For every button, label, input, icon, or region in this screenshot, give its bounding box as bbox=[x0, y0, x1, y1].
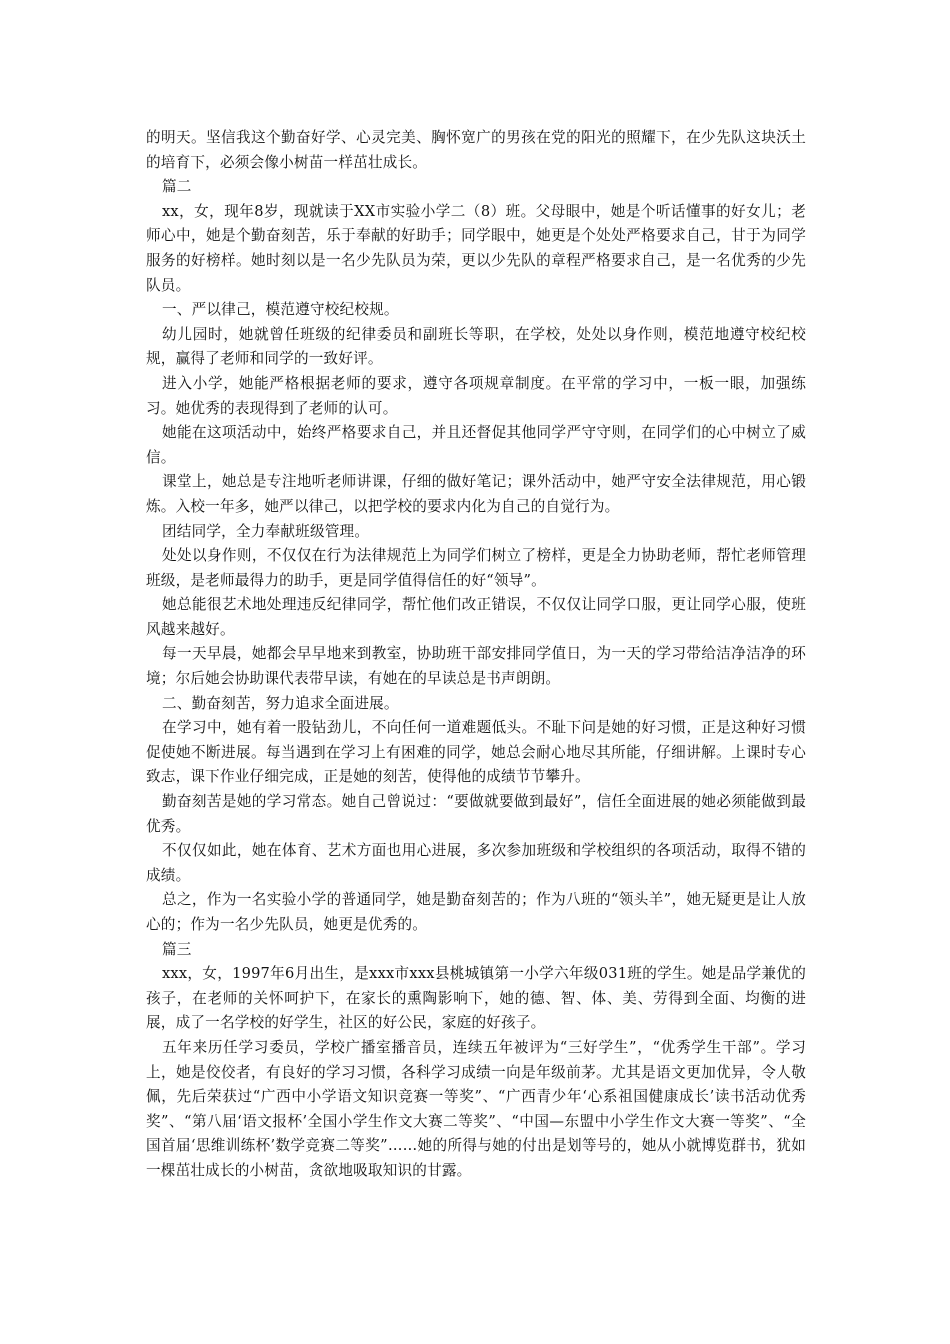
section-subheading: 二、勤奋刻苦，努力追求全面进展。 bbox=[162, 694, 399, 712]
paragraph: 勤奋刻苦是她的学习常态。她自己曾说过：“要做就要做到最好”，信任全面进展的她必须能做到最优秀。 bbox=[146, 793, 806, 835]
paragraph: 的明天。坚信我这个勤奋好学、心灵完美、胸怀宽广的男孩在党的阳光的照耀下，在少先队这块沃土的培育下，必须会像小树苗一样茁壮成长。 bbox=[146, 129, 806, 171]
paragraph: 在学习中，她有着一股钻劲儿，不向任何一道难题低头。不耻下问是她的好习惯，正是这种好习惯促使她不断进展。每当遇到在学习上有困难的同学，她总会耐心地尽其所能，仔细讲解。上课时专心致志，课下作业仔细完成，正是她的刻苦，使得他的成绩节节攀升。 bbox=[146, 719, 806, 786]
section-heading: 篇二 bbox=[162, 178, 192, 196]
paragraph: xxx，女，1997年6月出生，是xxx市xxx县桃城镇第一小学六年级031班的学生。她是品学兼优的孩子，在老师的关怀呵护下，在家长的熏陶影响下，她的德、智、体、美、劳得到全面、均衡的进展，成了一名学校的好学生，社区的好公民，家庭的好孩子。 bbox=[146, 965, 806, 1032]
paragraph: 每一天早晨，她都会早早地来到教室，协助班干部安排同学值日，为一天的学习带给洁净洁净的环境；尔后她会协助课代表带早读，有她在的早读总是书声朗朗。 bbox=[146, 645, 806, 688]
paragraph: 幼儿园时，她就曾任班级的纪律委员和副班长等职，在学校，处处以身作则，模范地遵守校纪校规，赢得了老师和同学的一致好评。 bbox=[146, 325, 806, 368]
paragraph: 不仅仅如此，她在体育、艺术方面也用心进展，多次参加班级和学校组织的各项活动，取得不错的成绩。 bbox=[146, 842, 806, 884]
section-subheading: 一、严以律己，模范遵守校纪校规。 bbox=[162, 301, 399, 319]
paragraph: 进入小学，她能严格根据老师的要求，遵守各项规章制度。在平常的学习中，一板一眼，加强练习。她优秀的表现得到了老师的认可。 bbox=[146, 374, 806, 417]
paragraph: 她总能很艺术地处理违反纪律同学，帮忙他们改正错误，不仅仅让同学口服，更让同学心服，使班风越来越好。 bbox=[146, 596, 806, 638]
section-subheading: 团结同学，全力奉献班级管理。 bbox=[162, 522, 370, 540]
paragraph: 她能在这项活动中，始终严格要求自己，并且还督促其他同学严守守则，在同学们的心中树立了威信。 bbox=[146, 424, 806, 466]
paragraph: xx，女，现年8岁，现就读于XX市实验小学二（8）班。父母眼中，她是个听话懂事的好女儿；老师心中，她是个勤奋刻苦，乐于奉献的好助手；同学眼中，她更是个处处严格要求自己，甘于为同学服务的好榜样。她时刻以是一名少先队员为荣，更以少先队的章程严格要求自己，是一名优秀的少先队员。 bbox=[146, 202, 806, 294]
paragraph: 处处以身作则，不仅仅在行为法律规范上为同学们树立了榜样，更是全力协助老师，帮忙老师管理班级，是老师最得力的助手，更是同学值得信任的好“领导”。 bbox=[146, 547, 806, 589]
section-heading: 篇三 bbox=[162, 940, 192, 958]
paragraph: 五年来历任学习委员，学校广播室播音员，连续五年被评为“三好学生”，“优秀学生干部”。学习上，她是佼佼者，有良好的学习习惯，各科学习成绩一向是年级前茅。尤其是语文更加优异，令人敬佩，先后荣获过“广西中小学语文知识竞赛一等奖”、“广西青少年‘心系祖国健康成长’读书活动优秀奖”、“第八届‘语文报杯’全国小学生作文大赛二等奖”、“中国—东盟中小学生作文大赛一等奖”、“全国首届‘思维训练杯’数学竞赛二等奖”……她的所得与她的付出是划等号的，她从小就博览群书，犹如一棵茁壮成长的小树苗，贪欲地吸取知识的甘露。 bbox=[146, 1038, 806, 1179]
paragraph: 总之，作为一名实验小学的普通同学，她是勤奋刻苦的；作为八班的“领头羊”，她无疑更是让人放心的；作为一名少先队员，她更是优秀的。 bbox=[146, 891, 806, 933]
document-body bbox=[146, 126, 806, 1184]
paragraph: 课堂上，她总是专注地听老师讲课，仔细的做好笔记；课外活动中，她严守安全法律规范，用心锻炼。入校一年多，她严以律己，以把学校的要求内化为自己的自觉行为。 bbox=[146, 473, 806, 515]
